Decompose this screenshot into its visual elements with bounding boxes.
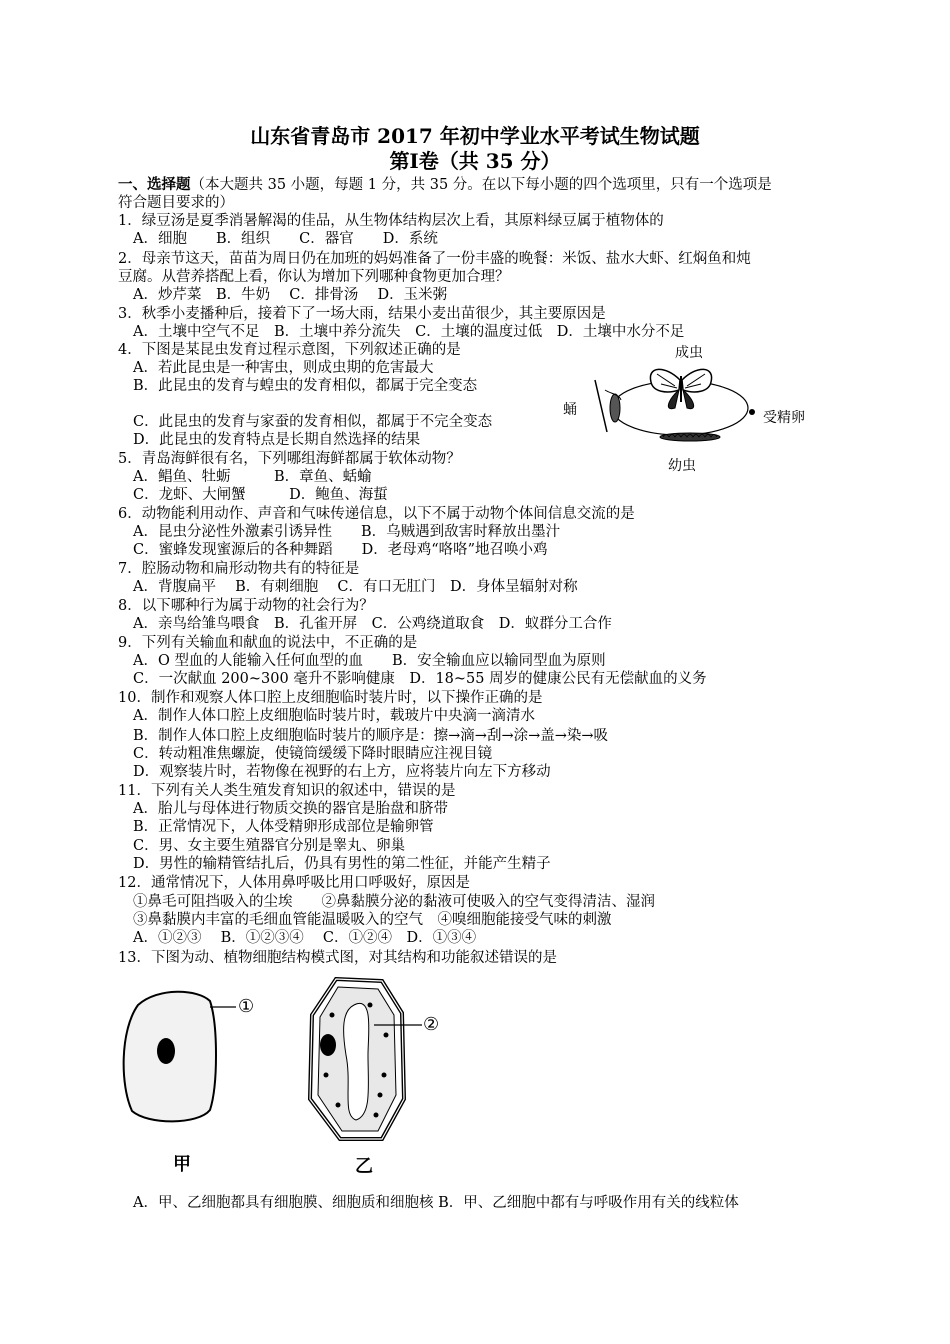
nucleus-icon	[320, 1034, 336, 1056]
q5-stem: 5．青岛海鲜很有名，下列哪组海鲜都属于软体动物？	[118, 451, 461, 467]
q8-options: A．亲鸟给雏鸟喂食 B．孔雀开屏 C．公鸡绕道取食 D．蚁群分工合作	[133, 616, 612, 632]
q13-options-ab: A．甲、乙细胞都具有细胞膜、细胞质和细胞核 B．甲、乙细胞中都有与呼吸作用有关的线粒体	[133, 1195, 739, 1211]
q5-options-ab: A．鲳鱼、牡蛎 B．章鱼、蛞蝓	[133, 469, 372, 485]
q3-options: A．土壤中空气不足 B．土壤中养分流失 C．土壤的温度过低 D．土壤中水分不足	[133, 324, 685, 340]
q4-option-c: C．此昆虫的发育与家蚕的发育相似，都属于不完全变态	[133, 414, 493, 430]
page-title: 山东省青岛市 2017 年初中学业水平考试生物试题	[250, 124, 700, 148]
pupa-icon	[595, 380, 621, 432]
fig-label-larva: 幼虫	[668, 458, 696, 474]
fig-label-pupa: 蛹	[563, 402, 577, 418]
page-subtitle: 第Ⅰ卷（共 35 分）	[389, 149, 561, 173]
section-label: 一、选择题	[118, 176, 191, 193]
nucleus-icon	[157, 1038, 175, 1064]
q12-options: A．①②③ B．①②③④ C．①②④ D．①③④	[133, 930, 477, 946]
fig-label-adult: 成虫	[675, 345, 703, 361]
q11-option-c: C．男、女主要生殖器官分别是睾丸、卵巢	[133, 838, 406, 854]
fig-label-jia: 甲	[173, 1154, 191, 1175]
egg-icon	[749, 409, 755, 415]
q7-options: A．背腹扁平 B．有刺细胞 C．有口无肛门 D．身体呈辐射对称	[133, 579, 578, 595]
section-intro-text: （本大题共 35 小题，每题 1 分，共 35 分。在以下每小题的四个选项里，只有一个选项是	[190, 177, 772, 193]
q9-stem: 9．下列有关输血和献血的说法中，不正确的是	[118, 635, 418, 651]
section-intro	[118, 176, 772, 194]
q9-options-ab: A．O 型血的人能输入任何血型的血 B．安全输血应以输同型血为原则	[133, 653, 606, 669]
q12-statements-2: ③鼻黏膜内丰富的毛细血管能温暖吸入的空气 ④嗅细胞能接受气味的刺激	[133, 912, 612, 928]
q4-stem: 4．下图是某昆虫发育过程示意图，下列叙述正确的是	[118, 342, 461, 358]
q1-options: A．细胞 B．组织 C．器官 D．系统	[133, 231, 438, 247]
q5-options-cd: C．龙虾、大闸蟹 D．鲍鱼、海蜇	[133, 487, 388, 503]
larva-icon	[660, 433, 720, 441]
q10-option-c: C．转动粗准焦螺旋，使镜筒缓缓下降时眼睛应注视目镜	[133, 746, 493, 762]
q2-options: A．炒芹菜 B．牛奶 C．排骨汤 D．玉米粥	[133, 287, 448, 303]
q9-options-cd: C．一次献血 200~300 毫升不影响健康 D．18~55 周岁的健康公民有无偿献血的义务	[133, 671, 707, 687]
fig-label-1: ①	[238, 996, 255, 1017]
q4-option-b: B．此昆虫的发育与蝗虫的发育相似，都属于完全变态	[133, 378, 478, 394]
q3-stem: 3．秋季小麦播种后，接着下了一场大雨，结果小麦出苗很少，其主要原因是	[118, 306, 606, 322]
q11-stem: 11．下列有关人类生殖发育知识的叙述中，错误的是	[118, 783, 456, 799]
q12-stem: 12．通常情况下，人体用鼻呼吸比用口呼吸好，原因是	[118, 875, 470, 891]
plant-cell-figure	[298, 975, 428, 1145]
q12-statements-1: ①鼻毛可阻挡吸入的尘埃 ②鼻黏膜分泌的黏液可使吸入的空气变得清洁、湿润	[133, 894, 655, 910]
q11-option-b: B．正常情况下，人体受精卵形成部位是输卵管	[133, 819, 434, 835]
butterfly-icon	[650, 369, 711, 408]
insect-lifecycle-figure	[585, 360, 770, 455]
q6-options-ab: A．昆虫分泌性外激素引诱异性 B．乌贼遇到敌害时释放出墨汁	[133, 524, 561, 540]
q10-option-d: D．观察装片时，若物像在视野的右上方，应将装片向左下方移动	[133, 764, 551, 780]
q4-option-a: A．若此昆虫是一种害虫，则成虫期的危害最大	[133, 360, 434, 376]
section-intro-2: 符合题目要求的）	[118, 195, 234, 211]
q4-option-d: D．此昆虫的发育特点是长期自然选择的结果	[133, 432, 421, 448]
q2-stem-2: 豆腐。从营养搭配上看，你认为增加下列哪种食物更加合理？	[118, 269, 510, 285]
q6-options-cd: C．蜜蜂发现蜜源后的各种舞蹈 D．老母鸡“咯咯”地召唤小鸡	[133, 542, 548, 558]
q1-stem: 1．绿豆汤是夏季消暑解渴的佳品，从生物体结构层次上看，其原料绿豆属于植物体的	[118, 213, 664, 229]
q7-stem: 7．腔肠动物和扁形动物共有的特征是	[118, 561, 360, 577]
fig-label-2: ②	[423, 1014, 440, 1035]
fig-label-yi: 乙	[355, 1156, 373, 1177]
q10-option-a: A．制作人体口腔上皮细胞临时装片时，载玻片中央滴一滴清水	[133, 708, 535, 724]
q6-stem: 6．动物能利用动作、声音和气味传递信息，以下不属于动物个体间信息交流的是	[118, 506, 635, 522]
q11-option-a: A．胎儿与母体进行物质交换的器官是胎盘和脐带	[133, 801, 448, 817]
q10-stem: 10．制作和观察人体口腔上皮细胞临时装片时，以下操作正确的是	[118, 690, 543, 706]
fig-label-egg: 受精卵	[763, 410, 805, 426]
q13-stem: 13．下图为动、植物细胞结构模式图，对其结构和功能叙述错误的是	[118, 950, 557, 966]
q11-option-d: D．男性的输精管结扎后，仍具有男性的第二性征，并能产生精子	[133, 856, 551, 872]
q8-stem: 8．以下哪种行为属于动物的社会行为？	[118, 598, 374, 614]
q2-stem: 2．母亲节这天，苗苗为周日仍在加班的妈妈准备了一份丰盛的晚餐：米饭、盐水大虾、红焖鱼和炖	[118, 251, 751, 267]
q10-option-b: B．制作人体口腔上皮细胞临时装片的顺序是：擦→滴→刮→涂→盖→染→吸	[133, 728, 609, 744]
